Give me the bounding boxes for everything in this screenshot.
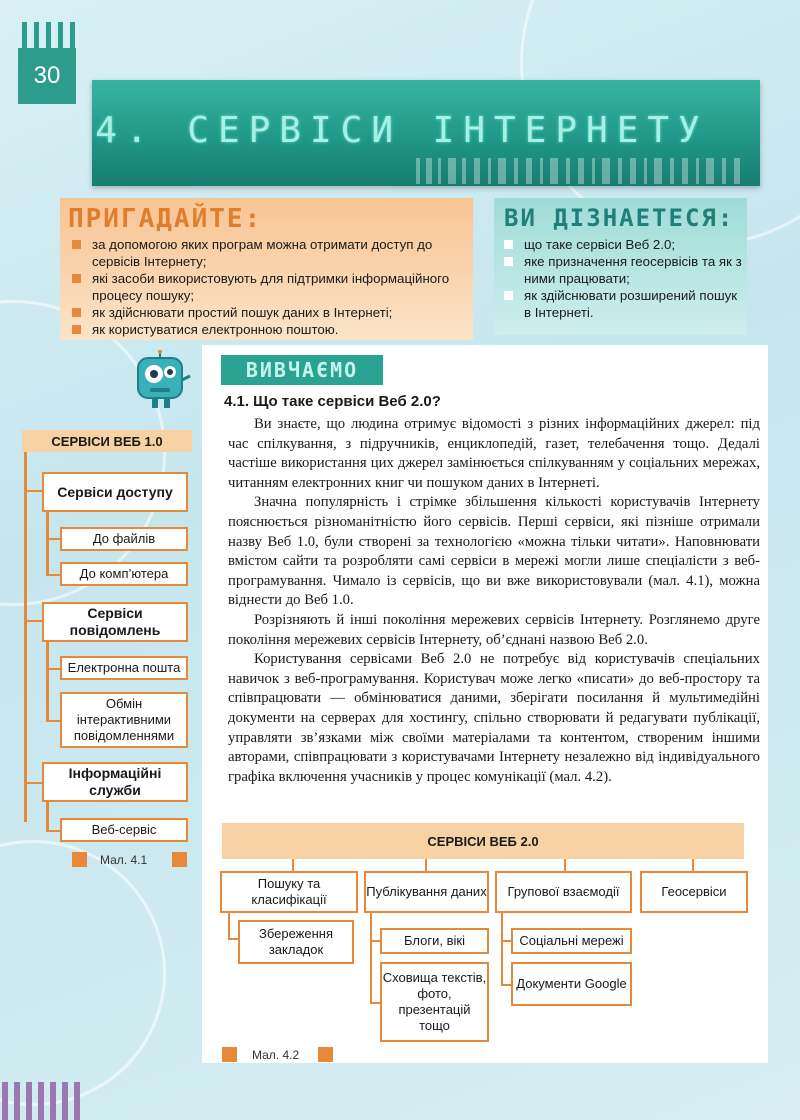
figure-caption: Мал. 4.2 [252, 1048, 300, 1062]
paragraph: Ви знаєте, що людина отримує відомості з різних інформаційних джерел: під час спілкування, з підручників, енциклопедій, газет, телебачення тощо. Дедалі частіше використання цих джерел замінюється спілкуванням у соціальних мережах, читанням електронних книг чи пошуком даних в Інтернеті. [228, 416, 760, 491]
connector [228, 912, 230, 938]
list-item: яке призначення геосервісів та як з ними працювати; [502, 253, 742, 287]
remember-box [60, 198, 473, 340]
connector [425, 859, 427, 871]
node-geoservices: Геосервіси [640, 871, 748, 913]
connector [46, 574, 60, 576]
node-bookmarks: Збереження закладок [238, 920, 354, 964]
connector [692, 859, 694, 871]
node-search-classification: Пошуку та класифікації [220, 871, 358, 913]
connector [46, 642, 49, 722]
learn-title: ВИ ДІЗНАЕТЕСЯ: [504, 204, 735, 232]
list-item: як користуватися електронною поштою. [70, 321, 470, 338]
list-item: як здійснювати розширений пошук в Інтернеті. [502, 287, 742, 321]
connector [370, 912, 372, 1004]
chip-pins-bottom [0, 1082, 80, 1120]
node-web-service: Веб-сервіс [60, 818, 188, 842]
remember-title: ПРИГАДАЙТЕ: [68, 204, 263, 234]
chip-pins-top [20, 22, 76, 48]
connector [46, 668, 60, 670]
connector [24, 490, 42, 492]
list-item: як здійснювати простий пошук даних в Інтернеті; [70, 304, 470, 321]
list-item: що таке сервіси Веб 2.0; [502, 236, 742, 253]
chapter-title: 4. СЕРВІСИ ІНТЕРНЕТУ [95, 110, 709, 151]
figure-caption: Мал. 4.1 [100, 853, 148, 867]
connector [24, 620, 42, 622]
connector [46, 512, 49, 575]
node-publishing: Публікування даних [364, 871, 489, 913]
caption-marker [318, 1047, 333, 1062]
paragraph: Розрізняють й інші покоління мережевих сервісів Інтернету. Розглянемо друге покоління мережевих сервісів Інтернету, об’єднані назвою Веб 2.0. [228, 611, 760, 648]
connector [46, 538, 60, 540]
section-heading: 4.1. Що таке сервіси Веб 2.0? [224, 393, 441, 410]
banner-stripes [416, 158, 746, 184]
node-computer: До комп’ютера [60, 562, 188, 586]
node-email: Електронна пошта [60, 656, 188, 680]
web1-diagram [22, 430, 194, 867]
node-message-services: Сервіси повідомлень [42, 602, 188, 642]
paragraph: Значна популярність і стрімке збільшення кількості користувачів Інтернету пояснюється різноманітністю його сервісів. Перші сервіси, які пізніше отримали назву Веб 1.0, були створені за технологією «можна тільки читати». Наповнювати вмістом сайти та розробляти самі сервіси в мережі могли лише спеціалісти з веб-програмування. Чимало із сервісів, що ви вже використовували (мал. 4.1), можна віднести до Веб 1.0. [228, 494, 760, 609]
list-item: які засоби використовують для підтримки інформаційного процесу пошуку; [70, 270, 470, 304]
body-text [228, 415, 760, 787]
web1-title: СЕРВІСИ ВЕБ 1.0 [22, 430, 192, 452]
connector [46, 830, 60, 832]
node-blogs: Блоги, вікі [380, 928, 489, 954]
connector [24, 782, 42, 784]
connector [292, 859, 294, 871]
connector [46, 720, 60, 722]
connector [24, 452, 27, 822]
node-files: До файлів [60, 527, 188, 551]
study-label: ВИВЧАЄМО [221, 355, 383, 385]
node-interactive: Обмін інтерактивними повідомленнями [60, 692, 188, 748]
connector [46, 802, 49, 832]
web2-title: СЕРВІСИ ВЕБ 2.0 [222, 823, 744, 859]
paragraph: Користування сервісами Веб 2.0 не потребує від користувачів спеціальних навичок з веб-програмування. Користувач може легко «писати» до веб-простору та співпрацювати — обмінюватися даними, зберігати посилання й мультимедійні документи на серверах для хостингу, спільно створювати й редагувати публікації, управляти зв’язками між своїми матеріалами та контентом, створеним іншими авторами, співпрацювати з користувачами Інтернету незалежно від індивідуального графіка включення учасників у процес комунікації (мал. 4.2). [228, 651, 760, 785]
node-group-interaction: Групової взаємодії [495, 871, 632, 913]
node-social-networks: Соціальні мережі [511, 928, 632, 954]
list-item: за допомогою яких програм можна отримати доступ до сервісів Інтернету; [70, 236, 470, 270]
caption-marker [222, 1047, 237, 1062]
learn-box [494, 198, 747, 335]
connector [564, 859, 566, 871]
caption-marker [172, 852, 187, 867]
node-info-services: Інформаційні служби [42, 762, 188, 802]
robot-mascot-icon [132, 350, 192, 412]
node-access-services: Сервіси доступу [42, 472, 188, 512]
connector [501, 912, 503, 986]
page-number: 30 [18, 48, 76, 104]
node-google-docs: Документи Google [511, 962, 632, 1006]
caption-marker [72, 852, 87, 867]
node-storage: Сховища текстів, фото, презентацій тощо [380, 962, 489, 1042]
